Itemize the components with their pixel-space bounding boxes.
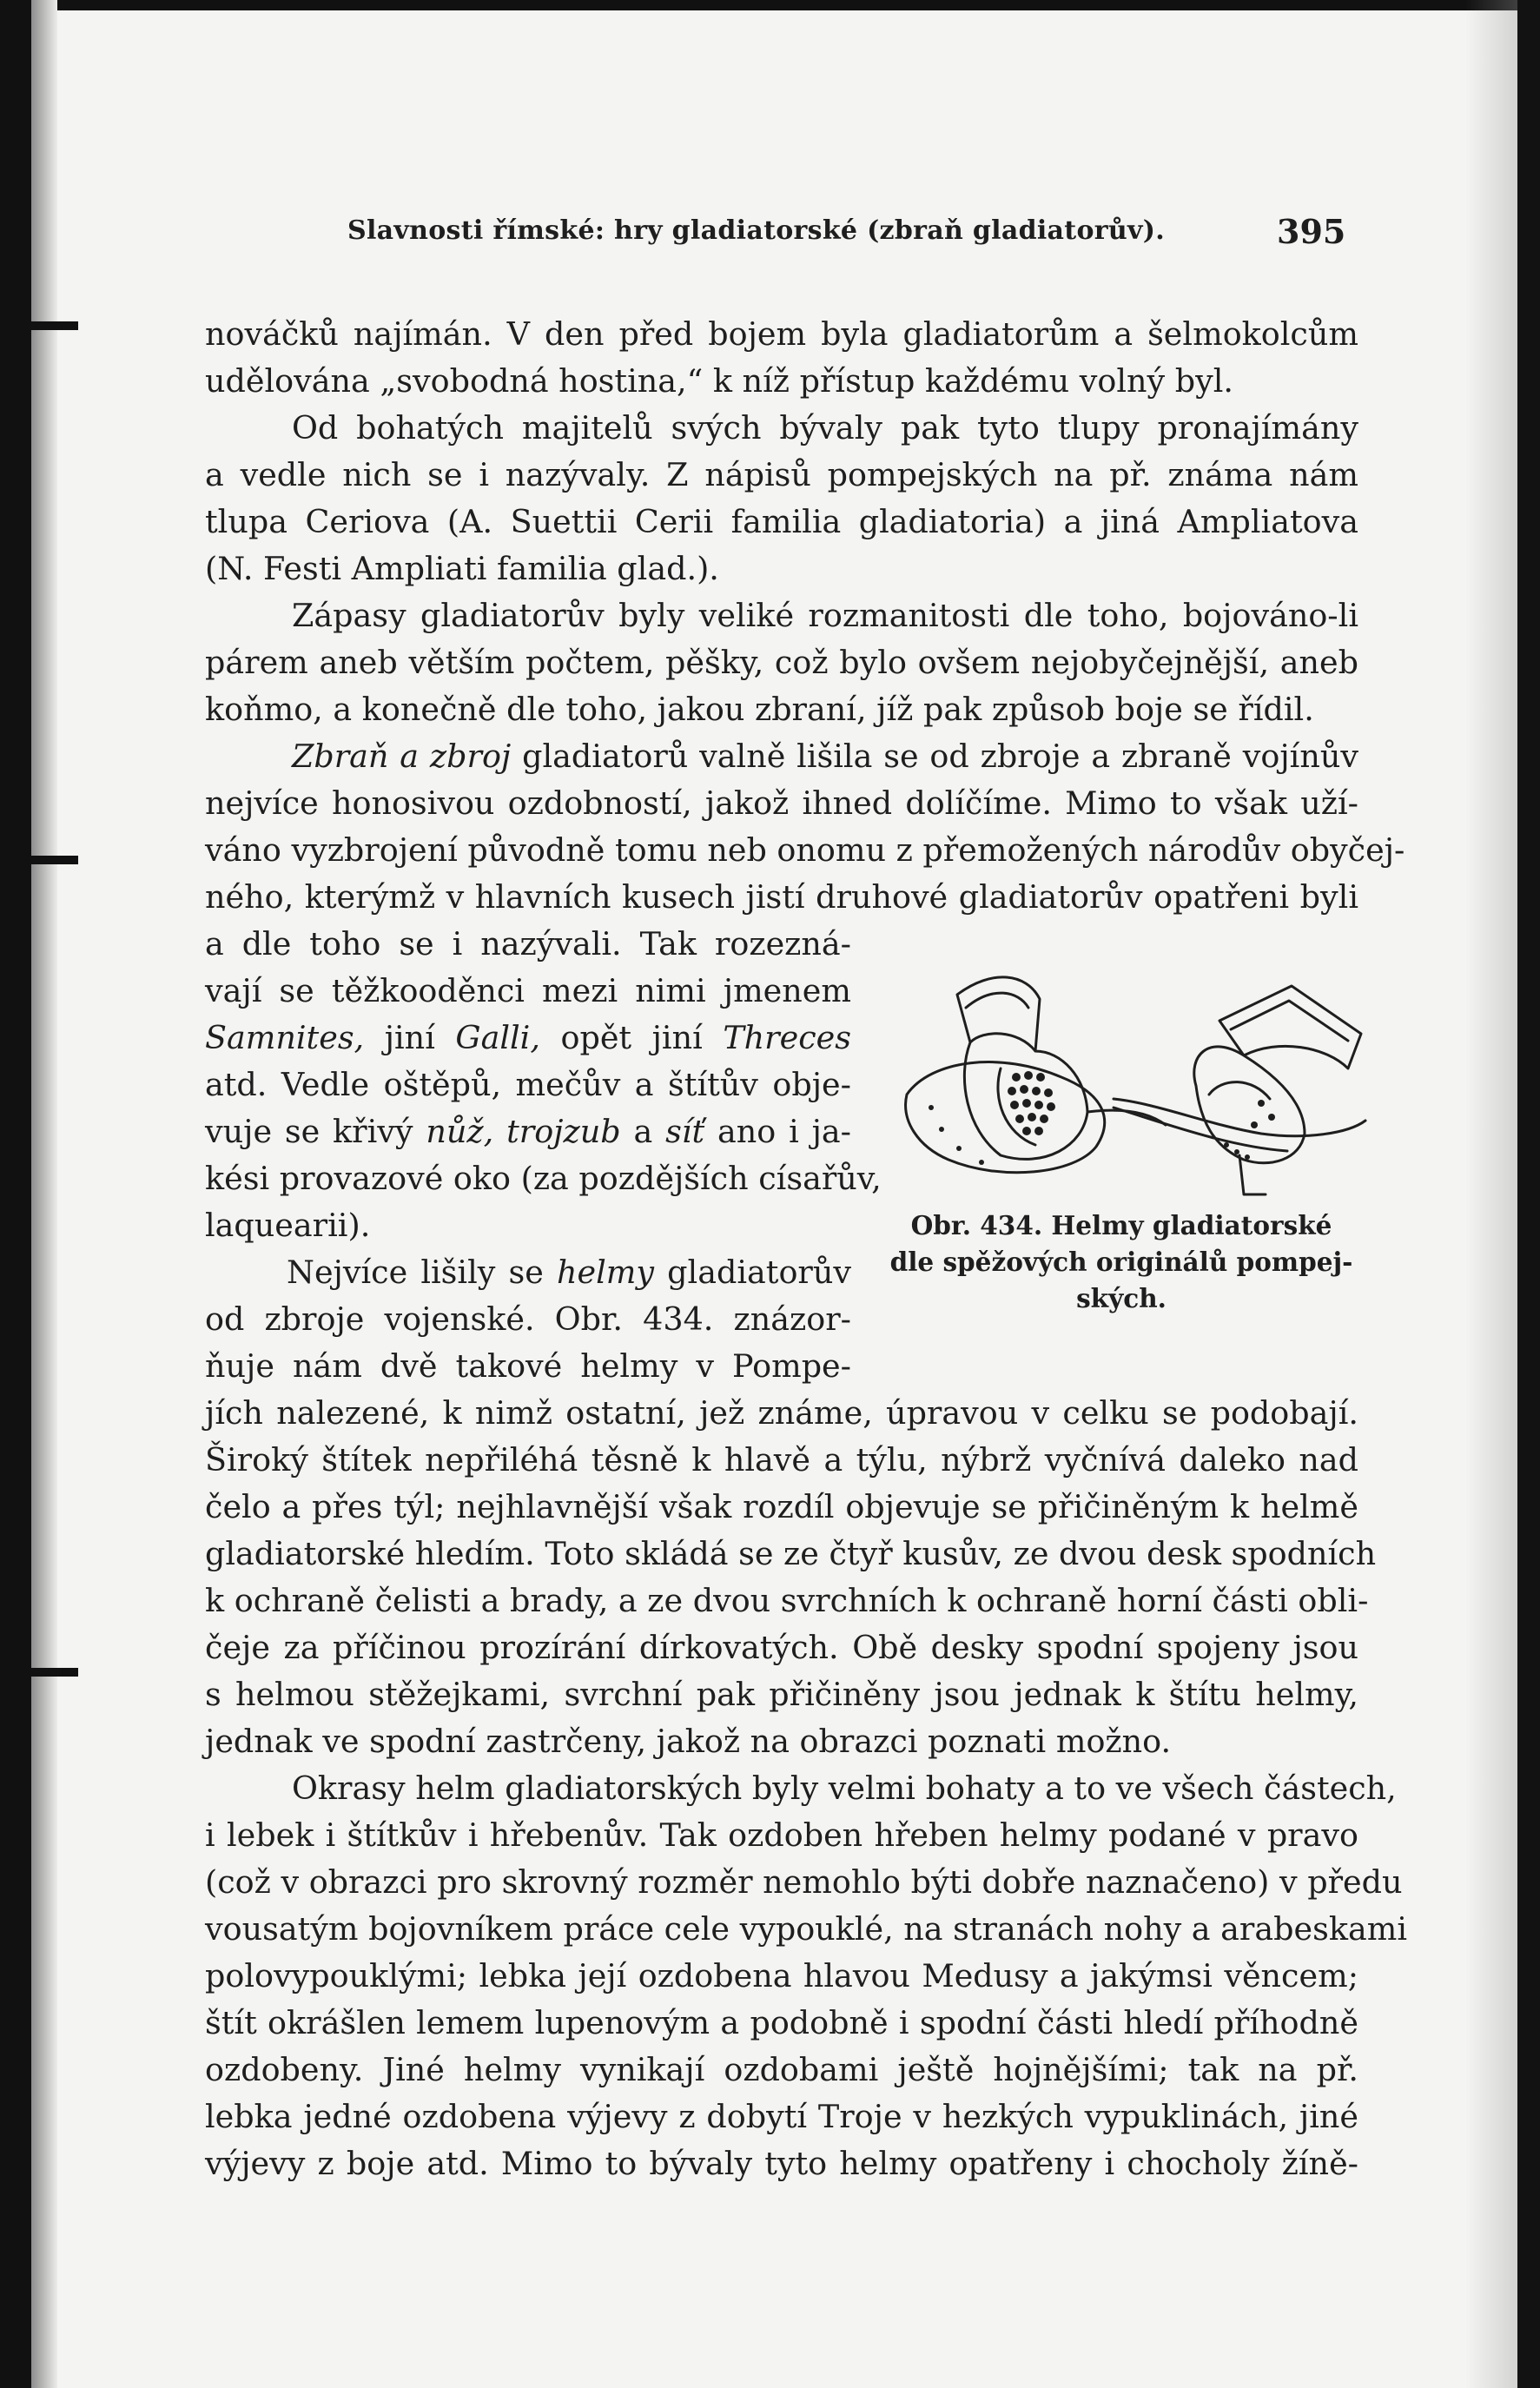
scan-border-right <box>1517 0 1540 2388</box>
text-line: Široký štítek nepřiléhá těsně k hlavě a týlu, nýbrž vyčnívá daleko nad <box>205 1441 1358 1478</box>
text-line: a vedle nich se i nazývaly. Z nápisů pompejských na př. známa nám <box>205 456 1358 493</box>
text-line: ozdobeny. Jiné helmy vynikají ozdobami ještě hojnějšími; tak na př. <box>205 2051 1358 2088</box>
text-line: i lebek i štítkův i hřebenův. Tak ozdoben hřeben helmy podané v pravo <box>205 1816 1358 1854</box>
italic-term: trojzub <box>506 1113 621 1150</box>
caption-line: Obr. 434. Helmy gladiatorské <box>910 1210 1332 1240</box>
text-line: s helmou stěžejkami, svrchní pak přičiněny jsou jednak k štítu helmy, <box>205 1676 1358 1713</box>
text-line: jednak ve spodní zastrčeny, jakož na obrazci poznati možno. <box>205 1723 1172 1760</box>
text-line: váno vyzbrojení původně tomu neb onomu z přemožených národův obyčej- <box>205 831 1405 869</box>
text-line: ného, kterýmž v hlavních kusech jistí druhové gladiatorův opatřeni byli <box>205 878 1358 916</box>
gladiator-helmets-illustration <box>896 947 1374 1207</box>
text-line: Okrasy helm gladiatorských byly velmi bohaty a to ve všech částech, <box>292 1770 1397 1807</box>
italic-term: Threces <box>723 1019 851 1056</box>
text-line: nejvíce honosivou ozdobností, jakož ihned dolíčíme. Mimo to však uží- <box>205 784 1358 822</box>
text-span: a <box>620 1113 666 1150</box>
binding-mark <box>0 321 78 330</box>
text-line <box>287 1249 851 1296</box>
text-line: atd. Vedle oštěpů, mečův a štítův obje- <box>205 1066 851 1103</box>
italic-term: Zbraň a zbroj <box>292 738 512 775</box>
text-line: nováčků najímán. V den před bojem byla gladiatorům a šelmokolcům <box>205 315 1358 353</box>
caption-line: ských. <box>1076 1283 1167 1313</box>
text-line: výjevy z boje atd. Mimo to bývaly tyto helmy opatřeny i chocholy žíně- <box>205 2145 1358 2182</box>
italic-term: Galli, <box>455 1019 540 1056</box>
italic-term: nůž, <box>426 1113 494 1150</box>
text-line: od zbroje vojenské. Obr. 434. znázor- <box>205 1300 851 1338</box>
text-line: kési provazové oko (za pozdějších císařův, <box>205 1160 882 1197</box>
text-line <box>205 1015 851 1062</box>
text-line: (N. Festi Ampliati familia glad.). <box>205 550 719 587</box>
text-line: jích nalezené, k nimž ostatní, jež známe, úpravou v celku se podobají. <box>205 1394 1358 1432</box>
italic-term: helmy <box>557 1254 655 1291</box>
binding-mark <box>0 856 78 864</box>
text-line: Zápasy gladiatorův byly veliké rozmanitosti dle toho, bojováno-li <box>292 597 1358 634</box>
text-line: (což v obrazci pro skrovný rozměr nemohlo býti dobře naznačeno) v předu <box>205 1863 1403 1901</box>
text-line: tlupa Ceriova (A. Suettii Cerii familia gladiatoria) a jiná Ampliatova <box>205 503 1358 540</box>
binding-gutter-shadow <box>31 0 57 2388</box>
page-edge-shadow <box>1465 0 1517 2388</box>
text-line: polovypouklými; lebka její ozdobena hlavou Medusy a jakýmsi věncem; <box>205 1957 1358 1994</box>
running-title: Slavnosti římské: hry gladiatorské (zbraň gladiatorův). <box>347 215 1165 246</box>
scan-border-left <box>0 0 31 2388</box>
text-span: jiní <box>364 1019 456 1056</box>
figure-caption <box>884 1207 1358 1317</box>
text-line: čelo a přes týl; nejhlavnější však rozdíl objevuje se přičiněným k helmě <box>205 1488 1358 1525</box>
text-line: laquearii). <box>205 1207 371 1244</box>
text-line: vají se těžkooděnci mezi nimi jmenem <box>205 972 851 1009</box>
text-line: udělována „svobodná hostina,“ k níž přístup každému volný byl. <box>205 362 1234 400</box>
caption-line: dle spěžových originálů pompej- <box>889 1247 1353 1277</box>
binding-mark <box>0 1668 78 1677</box>
text-span: gladiatorů valně lišila se od zbroje a zbraně vojínův <box>511 738 1358 775</box>
text-line: vousatým bojovníkem práce cele vypouklé, na stranách nohy a arabeskami <box>205 1910 1407 1948</box>
text-span: vuje se křivý <box>205 1113 426 1150</box>
italic-term: Samnites, <box>205 1019 365 1056</box>
text-line: gladiatorské hledím. Toto skládá se ze čtyř kusův, ze dvou desk spodních <box>205 1535 1377 1572</box>
text-line: lebka jedné ozdobena výjevy z dobytí Troje v hezkých vypuklinách, jiné <box>205 2098 1358 2135</box>
text-span: Nejvíce lišily se <box>287 1254 558 1291</box>
text-line: a dle toho se i nazývali. Tak rozezná- <box>205 925 851 962</box>
text-line: ňuje nám dvě takové helmy v Pompe- <box>205 1347 851 1385</box>
text-line: štít okrášlen lemem lupenovým a podobně i spodní části hledí příhodně <box>205 2004 1358 2041</box>
text-span: opět jiní <box>539 1019 724 1056</box>
text-line: párem aneb větším počtem, pěšky, což bylo ovšem nejobyčejnější, aneb <box>205 644 1358 681</box>
text-line <box>292 733 1358 780</box>
scan-border-top <box>0 0 1540 10</box>
text-line: čeje za příčinou prozírání dírkovatých. Obě desky spodní spojeny jsou <box>205 1629 1358 1666</box>
text-line: k ochraně čelisti a brady, a ze dvou svrchních k ochraně horní části obli- <box>205 1582 1369 1619</box>
text-span: gladiatorův <box>654 1254 851 1291</box>
text-span: ano i ja- <box>704 1113 851 1150</box>
text-line: Od bohatých majitelů svých bývaly pak tyto tlupy pronajímány <box>292 409 1358 447</box>
italic-term: síť <box>665 1113 705 1150</box>
page-number: 395 <box>1277 212 1346 251</box>
text-line <box>205 1108 851 1155</box>
text-line: koňmo, a konečně dle toho, jakou zbraní, jíž pak způsob boje se řídil. <box>205 691 1314 728</box>
